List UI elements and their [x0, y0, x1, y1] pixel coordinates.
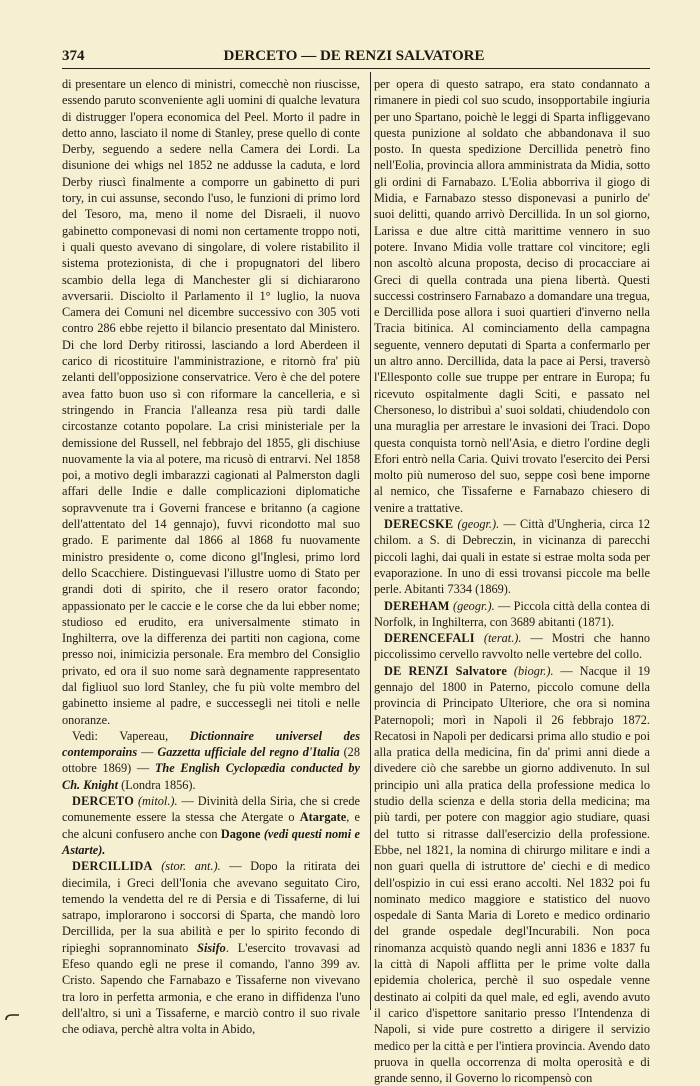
entry-category: (geogr.). — [453, 517, 500, 532]
entry-headword: DERCILLIDA — [72, 859, 153, 874]
cross-reference: Atargate — [299, 810, 347, 825]
column-divider — [370, 72, 371, 1010]
entry-headword: DE RENZI Salvatore — [384, 663, 508, 678]
bib-work: Dictionnaire universel des contemporains — [62, 728, 361, 760]
entry-headword: DERENCEFALI — [384, 631, 475, 646]
entry-category: (stor. ant.). — [152, 859, 221, 874]
corner-mark-icon — [4, 1012, 20, 1022]
entry-de-renzi: DE RENZI Salvatore (biogr.). — Nacque il 19 gennajo del 1800 in Paterno, piccolo comune della provincia di Principato Ulteriore, che ora si nomina Paternopoli; morì in Napoli il 26 febbrajo 1872. Recatosi in Napoli per dedicarsi prima allo studio e poi alla pratica della medicina, fin da' primi anni diede a divedere ciò che sarebbe un giorno addivenuto. In sul principio unì alla pratica della professione medica lo studio della scienza e della storia della medicina; ma più tardi, per potere con maggior agio studiare, quasi del tutto si ritrasse dall'esercizio della professione. Ebbe, nel 1821, la nomina di chirurgo militare e indi a non guari quella di istruttore de' ciechi e di medico dell'ospizio in cui essi erano accolti. Nel 1832 poi fu nominato medico maggiore e statistico del nuovo ospedale di Santa Maria di Loreto e medico ordinario del grande ospedale degl'Incurabili. Non poca rinomanza acquistò quando negli anni 1836 e 1837 fu la città di Napoli afflitta per le prime volte dalla epidemia cholerica, perchè il suo ospedale venne destinato ai colpiti da quel male, ed egli, avendo avuto il carico d'ispettore sanitario presso l'Intendenza di Napoli, si vide pure costretto a dirigere il servizio medico per la città e per l'intiera provincia. Avendo dato pruova in quella occorrenza di molta operosità e di grande senno, il Governo lo ricompensò con — [374, 663, 651, 1086]
entry-dercillida: DERCILLIDA (stor. ant.). — Dopo la ritirata dei diecimila, i Greci dell'Ionia che avevano seguitato Ciro, temendo la vendetta del re di Persia e di Tissaferne, di lui satrapo, implorarono i soccorsi di Sparta, che mandò loro Dercillida, per la sua abilità e per lo spirito fecondo di ripieghi soprannominato Sisifo. L'esercito trovavasi ad Efeso quando egli ne prese il comando, l'anno 399 av. Cristo. Sapendo che Farnabazo e Tissaferne non vivevano tra loro in perfetta armonia, e che erano in diffidenza l'uno dell'altro, si unì a Tissaferne, e marciò contro il suo rivale che odiava, perchè altra volta in Abido, — [62, 859, 360, 1037]
bibliography-note: Vedi: Vapereau, Dictionnaire universel des contemporains — Gazzetta ufficiale del regno d'Italia (28 ottobre 1869) — The English Cyclopædia conducted by Ch. Knight (Londra 1856). — [62, 728, 361, 792]
page-header — [60, 44, 648, 70]
continued-paragraph: di presentare un elenco di ministri, comecchè non riuscisse, essendo paruto sconveniente agli uomini di qualche levatura di distrugger l'opera economica del Peel. Morto il padre in detto anno, lasciato il nome di Stanley, prese quello di conte Derby, seguendo a sedere nella Camera dei Lordi. La disunione dei whigs nel 1852 ne addusse la caduta, e lord Derby riuscì finalmente a comporre un gabinetto di puri tory, in cui assunse, secondo l'uso, le funzioni di primo lord del Tesoro, ma, meno il nome del Disraeli, il nuovo gabinetto componevasi di nomi non certamente troppo noti, i quali questo avevano di singolare, di volere ristabilito il sistema protezionista, di che i propugnatori del libero scambio della lega di Manchester gli si dichiararono avversarii. Disciolto il Parlamento il 1° luglio, la nuova Camera dei Comuni nel dicembre successivo con 305 voti contro 286 ebbe rejetto il bilancio presentato dal Ministero. Di che lord Derby ritirossi, lasciando a lord Aberdeen il carico di ricostituire l'amministrazione, e ritornò fra' più zelanti dell'opposizione conservatrice. Vero è che del potere avea fatto buon uso sì con riformare la cancelleria, e sì stringendo in Francia l'alleanza resa più tardi dalle circostanze cotanto popolare. La crisi ministeriale per la demissione del Russell, nel febbrajo del 1855, gli dischiuse nuovamente la via al potere, ma ricusò di entrarvi. Nel 1858 poi, a motivo degli imbarazzi cagionati al Palmerston dagli affari delle Indie e dalle complicazioni diplomatiche sopravvenute tra i Governi francese e britanno (a cagione dell'attentato del 14 gennajo), fuvvi ricondotto mal suo grado. E parimente dal 1866 al 1868 fu nuovamente ministro presidente o, come dicono gl'Inglesi, primo lord dello Scacchiere. Distinguevasi l'illustre uomo di Stato per grandi doti di spirito, che il resero orator facondo; appassionato per le caccie e le corse che da lui ebber nome; studioso ed erudito, era universalmente stimato in Inghilterra, ove la differenza dei partiti non cagiona, come presso noi, inimicizia personale. Era membro del Consiglio privato, ed ora il suo nome sarà degnamente rappresentato dal figliuol suo lord Stanley, che fu più volte membro del gabinetto insieme al padre, e successegli nei titoli e nelle onoranze. — [62, 77, 360, 727]
running-title: DERCETO — DE RENZI SALVATORE — [223, 48, 485, 64]
entry-headword: DEREHAM — [384, 598, 450, 613]
entry-derencefali: DERENCEFALI (terat.). — Mostri che hanno piccolissimo cervello ravvolto nelle vertebre del collo. — [374, 631, 650, 662]
bib-work: Gazzetta ufficiale del regno d'Italia — [157, 745, 340, 760]
cross-reference: Dagone — [220, 826, 261, 841]
entry-category: (terat.). — [474, 631, 522, 646]
entry-category: (mitol.). — [134, 794, 178, 809]
entry-derceto: DERCETO (mitol.). — Divinità della Siria, che si crede comunemente essere la stessa che Atergate o Atargate, e che alcuni confusero anche con Dagone (vedi questi nomi e Astarte). — [62, 794, 360, 857]
entry-headword: DERCETO — [72, 794, 134, 809]
header-rule — [62, 68, 650, 69]
entry-headword: DERECSKE — [384, 517, 454, 532]
right-column — [374, 76, 650, 1086]
page-number: 374 — [62, 48, 85, 64]
bib-work: The English Cyclopædia conducted by Ch. Knight — [62, 761, 361, 792]
nickname: Sisifo — [197, 940, 226, 955]
see-also: (vedi questi nomi e Astarte). — [62, 826, 360, 857]
entry-category: (geogr.). — [449, 598, 495, 613]
entry-derecske: DERECSKE (geogr.). — Città d'Ungheria, circa 12 chilom. a S. di Debreczin, in vicinanza di parecchi piccoli laghi, dai quali in estate si estrae molta soda per evaporazione. In uno di essi trovansi piccole ma belle perle. Abitanti 7334 (1869). — [374, 517, 650, 597]
entry-category: (biogr.). — [507, 663, 554, 678]
continued-paragraph: per opera di questo satrapo, era stato condannato a rimanere in piedi col suo scudo, insopportabile ingiuria per uno Spartano, poichè le leggi di Sparta infliggevano questa punizione al soldato che abbandonava il suo posto. In questa spedizione Dercillida penetrò fino nell'Eolia, provincia allora amministrata da Midia, sotto gli ordini di Farnabazo. L'Eolia abborriva il giogo di Midia, e Farnabazo stesso disponevasi a punirlo de' suoi delitti, quando arrivò Dercillida. In un sol giorno, Larissa e due altre città marittime vennero in suo potere. Invano Midia volle trattare col vincitore; egli non ascoltò alcuna proposta, deciso di procacciare ai Greci di quella contrada una piena libertà. Questi successi costrinsero Farnabazo a domandare una tregua, e Dercillida pose allora i suoi quartieri d'inverno nella Tracia bitinica. Al cominciamento della campagna seguente, vennero deputati di Sparta a confermarlo per un altro anno. Dercillida, data la pace ai Persi, traversò l'Ellesponto colle sue truppe per entrare in Europa; fu ricevuto ospitalmente dagli Sciti, e passato nel Chersoneso, lo distribuì a' suoi soldati, chiudendolo con una muraglia per arrestare le invasioni dei Traci. Dopo questa conquista tornò nell'Asia, e dietro l'ordine degli Efori entrò nella Caria. Quivi trovato l'esercito dei Persi molto più numeroso del suo, seppe così bene imporne al nemico, che Tissaferne e Farnabazo chiesero di venire a trattative. — [374, 77, 650, 515]
entry-dereham: DEREHAM (geogr.). — Piccola città della contea di Norfolk, in Inghilterra, con 3689 abitanti (1871). — [374, 598, 650, 629]
left-column — [62, 76, 360, 1038]
